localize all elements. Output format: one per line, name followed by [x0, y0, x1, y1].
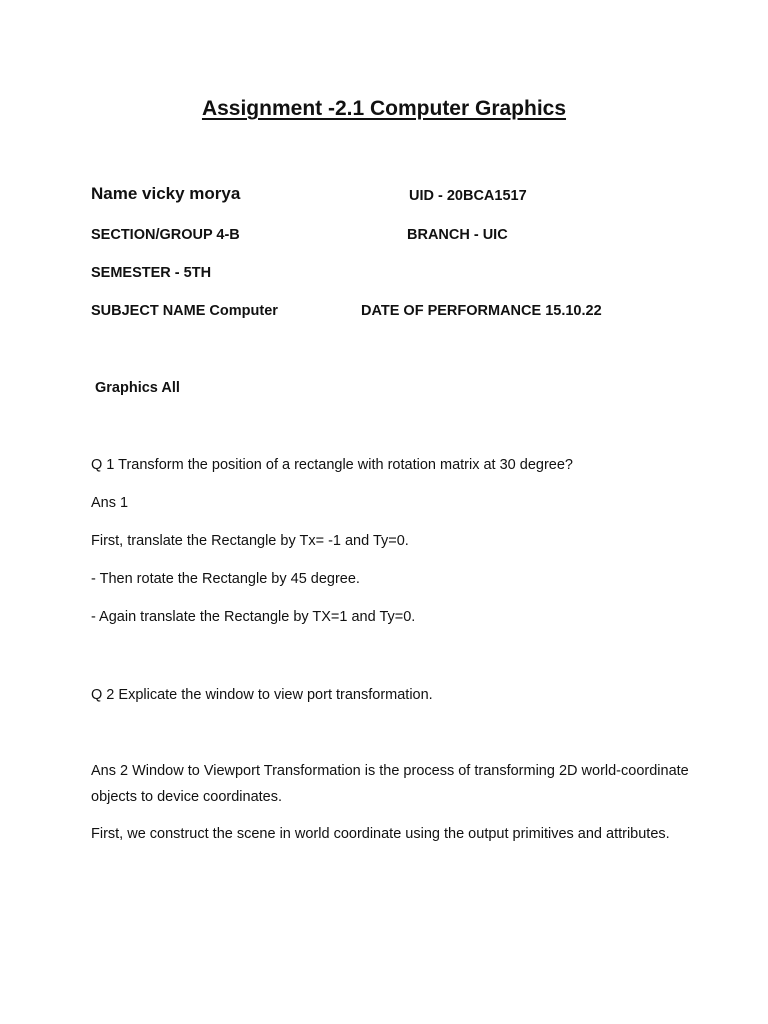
date-of-performance: DATE OF PERFORMANCE 15.10.22	[361, 303, 602, 319]
branch: BRANCH - UIC	[407, 227, 508, 243]
student-uid: UID - 20BCA1517	[409, 188, 527, 204]
subject-name: SUBJECT NAME Computer	[91, 303, 278, 319]
subject-name-continued: Graphics All	[95, 380, 180, 396]
document-title: Assignment -2.1 Computer Graphics	[201, 97, 567, 120]
question-2: Q 2 Explicate the window to view port transformation.	[91, 687, 433, 703]
section-group: SECTION/GROUP 4-B	[91, 227, 240, 243]
answer-2-paragraph-1: Ans 2 Window to Viewport Transformation is the process of transforming 2D world-coordinate objects to device coordinates.	[91, 763, 689, 805]
answer-1-step-2: - Then rotate the Rectangle by 45 degree.	[91, 571, 360, 587]
answer-1-step-1: First, translate the Rectangle by Tx= -1 and Ty=0.	[91, 533, 409, 549]
student-name: Name vicky morya	[91, 184, 241, 203]
question-1: Q 1 Transform the position of a rectangle with rotation matrix at 30 degree?	[91, 457, 573, 473]
answer-1-label: Ans 1	[91, 495, 129, 511]
answer-2-paragraph-2: First, we construct the scene in world coordinate using the output primitives and attributes.	[91, 826, 670, 842]
semester: SEMESTER - 5TH	[91, 265, 212, 281]
answer-1-step-3: - Again translate the Rectangle by TX=1 and Ty=0.	[91, 609, 416, 625]
